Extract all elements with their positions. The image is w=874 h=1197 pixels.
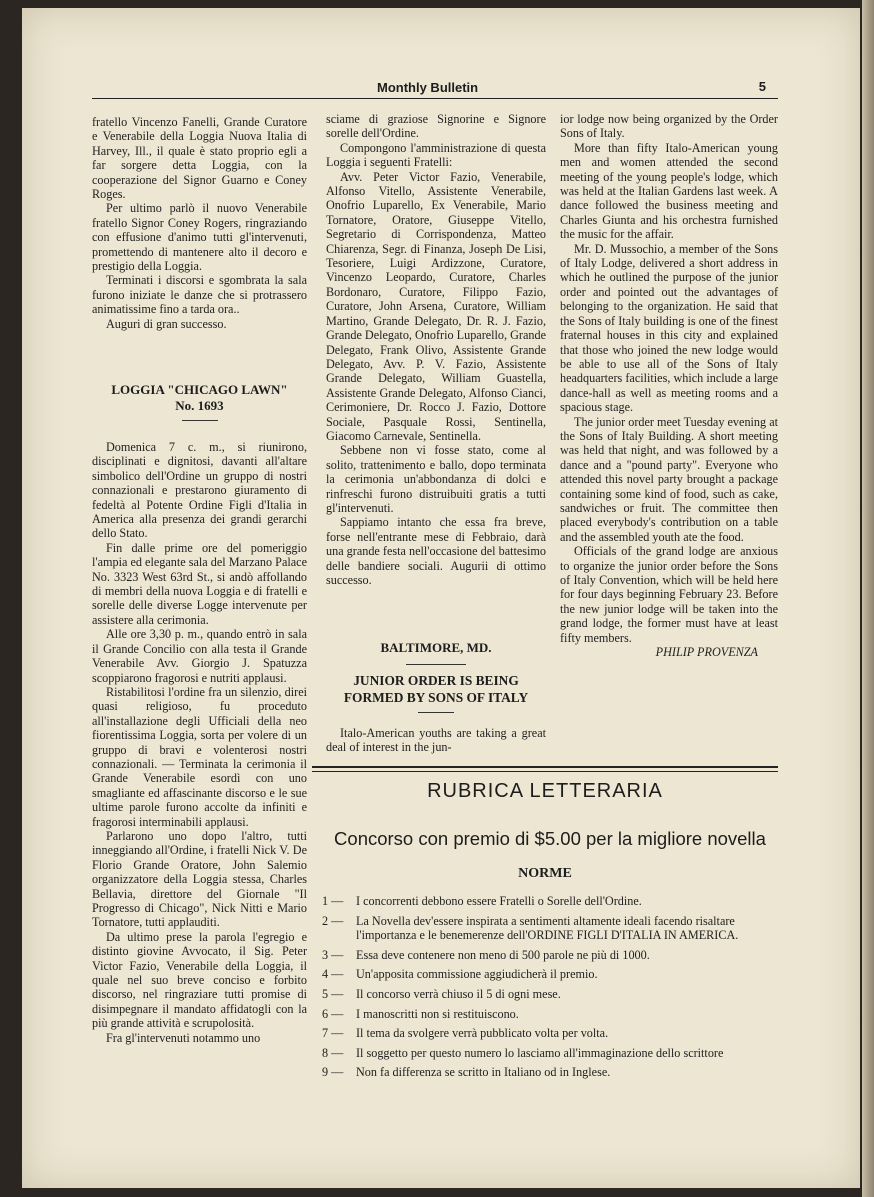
list-item — [322, 894, 782, 909]
rule-text: I concorrenti debbono essere Fratelli o Sorelle dell'Ordine. — [356, 894, 642, 908]
rule-text: Il concorso verrà chiuso il 5 di ogni mese. — [356, 986, 561, 1001]
rule-text: La Novella dev'essere inspirata a sentimenti altamente ideali facendo risaltare l'importanza e le benemerenze dell'ORDINE FIGLI D'ITALIA IN AMERICA. — [356, 913, 739, 943]
paragraph: Sebbene non vi fosse stato, come al solito, trattenimento e ballo, dopo terminata la cerimonia un'abbondanza di dolci e rinfreschi furono distruibuiti gratis a tutti gl'intervenuti. — [326, 443, 546, 515]
paragraph: Italo-American youths are taking a great deal of interest in the jun- — [326, 726, 546, 755]
rule-text: I manoscritti non si restituiscono. — [356, 1006, 519, 1021]
paragraph: Ristabilitosi l'ordine fra un silenzio, direi quasi religioso, fu proceduto all'installazione degli Ufficiali della neo fiorentissima Loggia, sorta per volere di un gruppo di bravi e volenterosi nostri connazionali. — Terminata la cerimonia il Grande Venerabile esordì con uno smagliante ed affascinante discorso e le sue ultime parole furono accolte da infiniti e fragorosi interminabili applausi. — [92, 684, 307, 829]
paragraph: Compongono l'amministrazione di questa Loggia i seguenti Fratelli: — [326, 140, 546, 170]
rules-list — [322, 894, 782, 1085]
rule-number: 9 — — [322, 1065, 344, 1080]
paragraph: Per ultimo parlò il nuovo Venerabile fratello Signor Coney Rogers, ringraziando con effusione d'animo tutti gl'intervenuti, promettendo di mantenere alto il decoro e prestigio della Loggia. — [92, 201, 307, 274]
rule-number: 8 — — [322, 1045, 344, 1060]
rule-text: Essa deve contenere non meno di 500 parole ne più di 1000. — [356, 947, 650, 962]
heading-rule — [406, 664, 466, 665]
list-item — [322, 948, 782, 963]
column-3 — [560, 112, 778, 659]
rule-text: Un'apposita commissione aggiudicherà il premio. — [356, 967, 598, 982]
page-header — [92, 76, 778, 99]
list-item — [322, 1065, 782, 1080]
rule-text: Il tema da svolgere verrà pubblicato volta per volta. — [356, 1026, 609, 1041]
paragraph: Terminati i discorsi e sgombrata la sala furono iniziate le danze che si protrassero animatissime fino a tarda ora.. — [92, 273, 307, 317]
section-divider — [312, 766, 778, 772]
rule-number: 1 — — [322, 894, 344, 908]
heading-line: JUNIOR ORDER IS BEING — [353, 673, 519, 688]
rules-heading: NORME — [518, 866, 572, 881]
column-1 — [92, 115, 307, 331]
paragraph: Officials of the grand lodge are anxious to organize the junior order before the Sons of Italy Convention, which will be held here for four days beginning February 23. Before the new junior lodge will be taken into the grand lodge, the former must have at least fifty members. — [560, 544, 778, 645]
rule-text: Non fa differenza se scritto in Italiano od in Inglese. — [356, 1065, 611, 1080]
column-2-article — [326, 726, 546, 755]
binding-edge — [862, 0, 874, 1197]
heading-rule — [182, 420, 218, 421]
heading-line: BALTIMORE, MD. — [380, 640, 492, 655]
paragraph: Mr. D. Mussochio, a member of the Sons of Italy Lodge, delivered a short address in which he outlined the purpose of the junior order and pointed out the advantages of belonging to the organization. He said that the Sons of Italy building is one of the finest fraternal houses in this city and explained that those who joined the new lodge would be able to use all of the Sons of Italy headquarters facilities, which include a large dance-hall as well as meeting rooms and a spacious stage. — [560, 241, 778, 415]
paragraph: Alle ore 3,30 p. m., quando entrò in sala il Grande Concilio con alla testa il Grande Venerabile Avv. Giorgio J. Spatuzza scoppiarono fragorosi e nutriti applausi. — [92, 627, 307, 685]
paragraph: More than fifty Italo-American young men and women attended the second meeting of the young people's lodge, which was held at the Italian Gardens last week. A dance followed the business meeting and Charles Giunta and his orchestra furnished the music for the affair. — [560, 140, 778, 242]
list-item — [322, 987, 782, 1002]
page-number: 5 — [758, 79, 766, 94]
heading-baltimore — [326, 640, 546, 665]
list-item — [322, 967, 782, 982]
rule-number: 7 — — [322, 1026, 344, 1041]
paragraph: Sappiamo intanto che essa fra breve, forse nell'entrante mese di Febbraio, darà una grande festa nell'occasione del battesimo delle bandiere sociali. Augurii di ottimo successo. — [326, 515, 546, 587]
column-2 — [326, 112, 546, 587]
paragraph: Fra gl'intervenuti notammo uno — [106, 1030, 261, 1045]
list-item — [322, 914, 782, 943]
contest-title: Concorso con premio di $5.00 per la migliore novella — [334, 828, 766, 849]
rule-number: 2 — — [322, 913, 344, 928]
heading-line: No. 1693 — [175, 398, 224, 413]
rule-number: 4 — — [322, 967, 344, 982]
heading-chicago-lawn — [92, 382, 307, 421]
list-item — [322, 1007, 782, 1022]
paragraph: Da ultimo prese la parola l'egregio e distinto giovine Avvocato, il Sig. Peter Victor Fazio, Venerabile della Loggia, il quale nel suo breve conciso e forbito discorso, nel ringraziare tutti promise di disimpegnare il mandato affidatogli con la più grande attività e scrupolosità. — [92, 929, 307, 1031]
paragraph: Parlarono uno dopo l'altro, tutti inneggiando all'Ordine, i fratelli Nick V. De Florio Grande Oratore, John Salemio organizzatore della Loggia stessa, Charles Bellavia, direttore del Giornale "Il Progresso di Chicago", Nick Nitti e Mario Tornatore, tutti applauditi. — [92, 828, 307, 930]
paragraph: The junior order meet Tuesday evening at the Sons of Italy Building. A short meeting was held that night, and was followed by a dance and a "pound party". Everyone who attended this novel party brought a package containing some kind of food, such as cake, sandwiches or fruit. The committee then placed everybody's contribution on a table and the assembled youth ate the food. — [560, 414, 778, 544]
heading-rule — [418, 712, 454, 713]
column-1-article — [92, 440, 307, 1045]
author-signature: PHILIP PROVENZA — [655, 645, 758, 660]
paragraph: fratello Vincenzo Fanelli, Grande Curatore e Venerabile della Loggia Nuova Italia di Harvey, Ill., il quale è stato proprio egli a far sorgere detta Loggia, con la cooperazione del Signor Guarno e Coney Roges. — [92, 115, 307, 202]
list-item — [322, 1046, 782, 1061]
paragraph: Fin dalle prime ore del pomeriggio l'ampia ed elegante sala del Marzano Palace No. 3323 West 63rd St., si andò affollando di membri della nuova Loggia e di fratelli e sorelle delle diverse Logge intervenute per assistere alla cerimonia. — [92, 540, 307, 627]
publication-title: Monthly Bulletin — [377, 80, 479, 95]
heading-line: FORMED BY SONS OF ITALY — [343, 690, 529, 705]
heading-line: LOGGIA "CHICAGO LAWN" — [111, 382, 288, 397]
section-title: RUBRICA LETTERARIA — [427, 780, 663, 802]
rule-number: 6 — — [322, 1006, 344, 1021]
rule-text: Il soggetto per questo numero lo lasciamo all'immaginazione dello scrittore — [356, 1045, 724, 1060]
rule-number: 3 — — [322, 947, 344, 962]
paragraph: Avv. Peter Victor Fazio, Venerabile, Alfonso Vitello, Assistente Venerabile, Onofrio Luparello, Ex Venerabile, Mario Tornatore, Oratore, Giuseppe Vitello, Segretario di Corrispondenza, Matteo Chiarenza, Segr. di Finanza, Joseph De Lisi, Tesoriere, Luigi Ardizzone, Curatore, Vincenzo Leopardo, Curatore, Charles Bordonaro, Curatore, Filippo Fazio, Curatore, John Arsena, Curatore, William Martino, Grande Delegato, Dr. R. J. Fazio, Grande Delegato, Onofrio Luparello, Grande Delegato, Frank Olivo, Assistente Grande Delegato, Avv. P. V. Fazio, Assistente Grande Delegato, William Guastella, Assistente Grande Delegato, Alfonso Cianci, Cerimoniere, Dr. Rocco J. Fazio, Dottore Sociale, Pasquale Rossi, Sentinella, Giacomo Carnevale, Sentinella. — [326, 169, 546, 443]
paragraph: Auguri di gran successo. — [106, 316, 227, 331]
paragraph: ior lodge now being organized by the Order Sons of Italy. — [560, 112, 778, 141]
paragraph: sciame di graziose Signorine e Signore sorelle dell'Ordine. — [326, 112, 546, 141]
list-item — [322, 1026, 782, 1041]
paragraph: Domenica 7 c. m., si riunirono, disciplinati e dignitosi, davanti all'altare simbolico dell'Ordine un gruppo di nostri connazionali e prestarono giuramento di fedeltà al Potente Ordine Figli d'Italia in America alla presenza dei grandi gerarchi dello Stato. — [92, 440, 307, 541]
heading-junior-order — [326, 672, 546, 713]
rule-number: 5 — — [322, 986, 344, 1001]
